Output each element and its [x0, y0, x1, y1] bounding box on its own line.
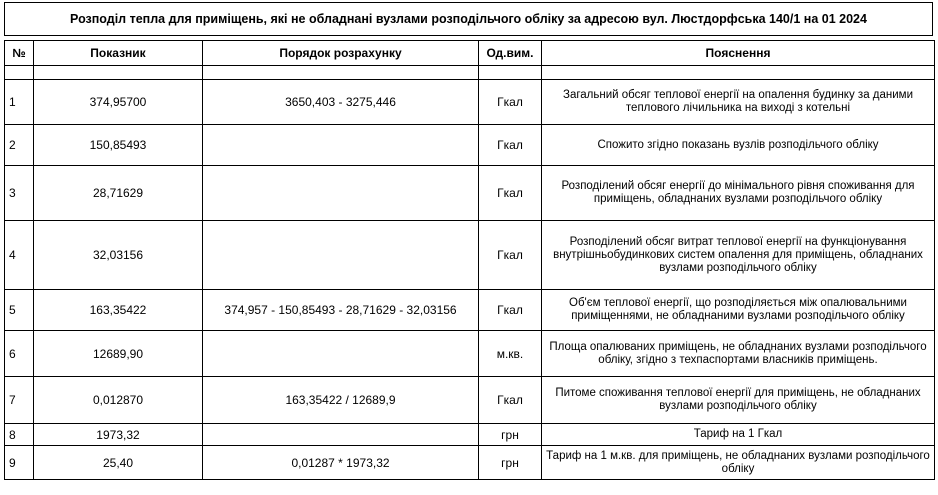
row-number: 7	[5, 377, 34, 424]
table-row	[5, 125, 935, 166]
row-number: 8	[5, 424, 34, 446]
row-calculation	[203, 166, 479, 221]
row-value: 32,03156	[34, 221, 203, 290]
row-calculation	[203, 221, 479, 290]
row-value: 163,35422	[34, 290, 203, 331]
row-calculation: 0,01287 * 1973,32	[203, 446, 479, 480]
row-note: Загальний обсяг теплової енергії на опалення будинку за даними теплового лічильника на виході з котельні	[542, 80, 935, 125]
row-calculation: 374,957 - 150,85493 - 28,71629 - 32,03156	[203, 290, 479, 331]
table-row	[5, 166, 935, 221]
header-calculation: Порядок розрахунку	[203, 41, 479, 66]
table-row	[5, 446, 935, 480]
row-note: Питоме споживання теплової енергії для приміщень, не обладнаних вузлами розподільчого обліку	[542, 377, 935, 424]
row-number: 3	[5, 166, 34, 221]
row-number: 2	[5, 125, 34, 166]
row-unit: Гкал	[479, 125, 542, 166]
row-value: 12689,90	[34, 331, 203, 377]
row-value: 150,85493	[34, 125, 203, 166]
row-value: 28,71629	[34, 166, 203, 221]
row-calculation	[203, 125, 479, 166]
row-calculation	[203, 331, 479, 377]
header-indicator: Показник	[34, 41, 203, 66]
spacer-row	[5, 66, 935, 80]
row-value: 25,40	[34, 446, 203, 480]
row-note: Тариф на 1 Гкал	[542, 424, 935, 446]
row-unit: грн	[479, 424, 542, 446]
header-note: Пояснення	[542, 41, 935, 66]
table-row	[5, 290, 935, 331]
row-unit: Гкал	[479, 290, 542, 331]
row-unit: Гкал	[479, 80, 542, 125]
row-note: Спожито згідно показань вузлів розподільчого обліку	[542, 125, 935, 166]
row-number: 9	[5, 446, 34, 480]
row-value: 0,012870	[34, 377, 203, 424]
row-unit: Гкал	[479, 166, 542, 221]
row-value: 374,95700	[34, 80, 203, 125]
row-calculation: 3650,403 - 3275,446	[203, 80, 479, 125]
row-value: 1973,32	[34, 424, 203, 446]
row-number: 6	[5, 331, 34, 377]
row-number: 4	[5, 221, 34, 290]
row-unit: Гкал	[479, 221, 542, 290]
table-row	[5, 80, 935, 125]
row-number: 5	[5, 290, 34, 331]
table-row	[5, 331, 935, 377]
row-number: 1	[5, 80, 34, 125]
row-note: Тариф на 1 м.кв. для приміщень, не обладнаних вузлами розподільчого обліку	[542, 446, 935, 480]
row-unit: м.кв.	[479, 331, 542, 377]
row-unit: Гкал	[479, 377, 542, 424]
row-calculation: 163,35422 / 12689,9	[203, 377, 479, 424]
page-title-text: Розподіл тепла для приміщень, які не обладнані вузлами розподільчого обліку за адресою вул. Люстдорфська 140/1 на 01 2024	[70, 12, 867, 26]
row-unit: грн	[479, 446, 542, 480]
row-note: Розподілений обсяг витрат теплової енергії на функціонування внутрішньобудинкових систем опалення для приміщень, обладнаних вузлами розподільчого обліку	[542, 221, 935, 290]
table-header-row	[5, 41, 935, 66]
row-note: Площа опалюваних приміщень, не обладнаних вузлами розподільчого обліку, згідно з техпаспортами власників приміщень.	[542, 331, 935, 377]
row-calculation	[203, 424, 479, 446]
table-row	[5, 221, 935, 290]
heat-distribution-table	[4, 40, 935, 480]
page-title	[4, 2, 933, 36]
header-num: №	[5, 41, 34, 66]
table-row	[5, 377, 935, 424]
row-note: Розподілений обсяг енергії до мінімального рівня споживання для приміщень, обладнаних вузлами розподільчого обліку	[542, 166, 935, 221]
table-row	[5, 424, 935, 446]
header-unit: Од.вим.	[479, 41, 542, 66]
row-note: Об'єм теплової енергії, що розподіляється між опалювальними приміщеннями, не обладнаними вузлами розподільчого обліку	[542, 290, 935, 331]
